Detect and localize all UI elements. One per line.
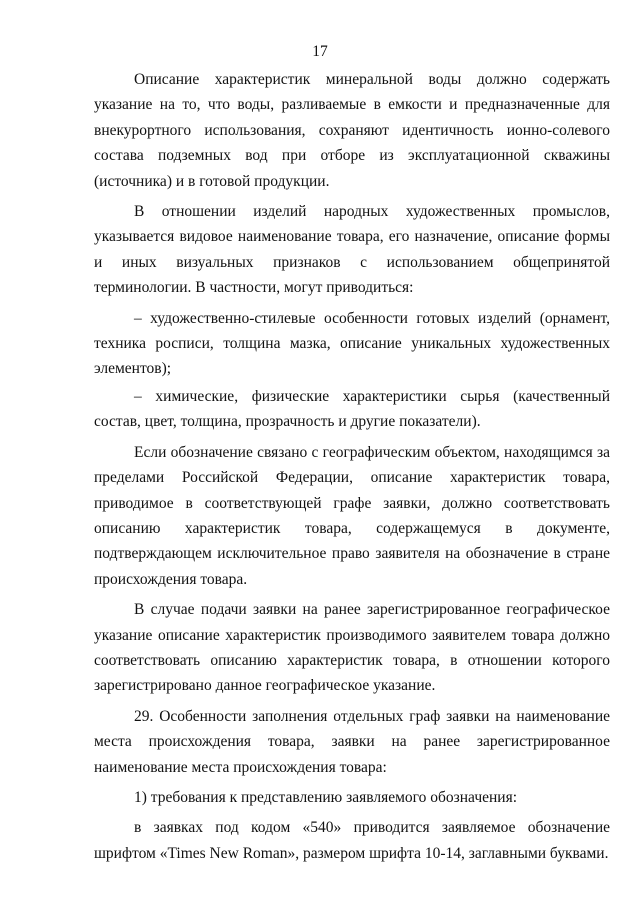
paragraph-registered-geographic-indication: В случае подачи заявки на ранее зарегистрированное географическое указание описание характеристик производимого заявителем товара должно соответствовать описанию характеристик товара, в отношении которого зарегистрировано данное географическое указание. xyxy=(94,601,610,695)
paragraph-section-29: 29. Особенности заполнения отдельных граф заявки на наименование места происхождения товара, заявки на ранее зарегистрированное наименование места происхождения товара: xyxy=(94,707,610,776)
paragraph-mineral-water: Описание характеристик минеральной воды должно содержать указание на то, что воды, разливаемые в емкости и предназначенные для внекурортного использования, сохраняют идентичность ионно-солевого состава подземных вод при отборе из эксплуатационной скважины (источника) и в готовой продукции. xyxy=(94,71,610,190)
list-item-raw-material: – химические, физические характеристики сырья (качественный состав, цвет, толщина, прозрачность и другие показатели). xyxy=(94,387,610,431)
list-item-artistic-features: – художественно-стилевые особенности готовых изделий (орнамент, техника росписи, толщина мазка, описание уникальных художественных элементов); xyxy=(94,309,610,378)
page-number: 17 xyxy=(312,43,328,60)
document-body xyxy=(94,67,610,871)
paragraph-designation-requirements: 1) требования к представлению заявляемого обозначения: xyxy=(134,788,518,806)
paragraph-folk-crafts: В отношении изделий народных художественных промыслов, указывается видовое наименование товара, его назначение, описание формы и иных визуальных признаков с использованием общепринятой терминологии. В частности, могут приводиться: xyxy=(94,203,610,297)
paragraph-code-540: в заявках под кодом «540» приводится заявляемое обозначение шрифтом «Times New Roman», размером шрифта 10-14, заглавными буквами. xyxy=(94,819,610,862)
paragraph-foreign-geographic-object: Если обозначение связано с географическим объектом, находящимся за пределами Российской Федерации, описание характеристик товара, приводимое в соответствующей графе заявки, должно соответствовать описанию характеристик товара, содержащемуся в документе, подтверждающем исключительное право заявителя на обозначение в стране происхождения товара. xyxy=(94,443,610,588)
